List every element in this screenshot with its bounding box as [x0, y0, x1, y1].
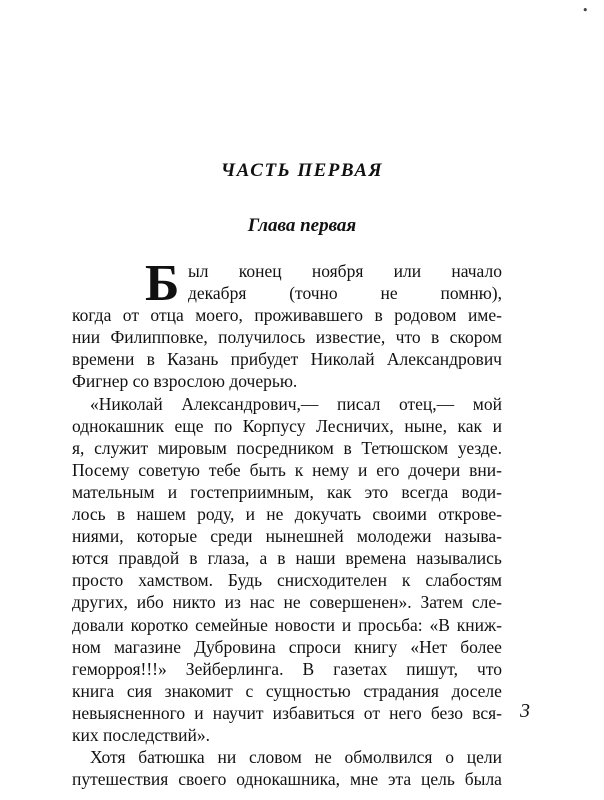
- text-line: [72, 503, 502, 525]
- word: слабостям: [425, 570, 502, 591]
- word: помню),: [440, 283, 502, 304]
- word: прибудет: [230, 349, 299, 370]
- text-line: [72, 415, 502, 437]
- word: мне: [349, 769, 379, 790]
- word: в: [146, 349, 155, 370]
- word: быть: [249, 459, 286, 480]
- word: по: [214, 415, 233, 436]
- word: получилось: [218, 327, 306, 348]
- word: моего,: [195, 305, 243, 326]
- word: не: [380, 283, 398, 304]
- word: книж-: [456, 614, 502, 635]
- word: отец,—: [399, 393, 455, 414]
- word: Филипповке,: [110, 327, 208, 348]
- text-line: [72, 260, 502, 282]
- text-line: [72, 393, 502, 415]
- word: и: [492, 415, 502, 436]
- word: Корпусу: [242, 415, 306, 436]
- word: как: [457, 415, 483, 436]
- word: безо: [430, 702, 464, 723]
- word: нии: [72, 327, 101, 348]
- word: отца: [150, 305, 184, 326]
- text-line: [72, 636, 502, 658]
- word: нашем: [136, 504, 186, 525]
- word: глаза,: [207, 548, 250, 569]
- word: пишут,: [406, 658, 458, 679]
- word: мой: [472, 393, 502, 414]
- word: страдания: [363, 680, 439, 701]
- word: книгу: [354, 636, 398, 657]
- word: или: [393, 261, 422, 281]
- word: ном: [72, 636, 101, 657]
- word: с: [245, 680, 254, 701]
- word: просто: [72, 570, 124, 591]
- word: гостеприимным,: [190, 481, 314, 502]
- word: в: [430, 327, 440, 348]
- word: конец: [238, 261, 282, 281]
- corner-mark: •: [582, 4, 589, 17]
- word: к: [401, 570, 411, 591]
- word: ныне,: [404, 415, 447, 436]
- word: геморроя!!!»: [72, 658, 167, 679]
- text-line: [72, 326, 502, 348]
- word: «Нет: [410, 636, 448, 657]
- text-line: ких последствий».: [72, 724, 211, 745]
- word: просьба:: [358, 614, 423, 635]
- text-line: [72, 459, 502, 481]
- word: однокашник: [72, 415, 164, 436]
- word: еще: [174, 415, 204, 436]
- word: писал: [337, 393, 381, 414]
- word: батюшка: [138, 747, 205, 768]
- word: тебе: [208, 459, 241, 480]
- word: когда: [72, 305, 112, 326]
- word: Затем: [420, 592, 464, 613]
- text-line: [72, 680, 502, 702]
- word: которые: [136, 526, 198, 547]
- word: Дубровина: [194, 636, 276, 657]
- word: избавиться: [272, 702, 355, 723]
- word: цель: [421, 769, 455, 790]
- word: проживавшего: [254, 305, 364, 326]
- word: Николай: [310, 349, 375, 370]
- word: нынешней: [265, 526, 344, 547]
- word: обмолвился: [344, 747, 433, 768]
- word: ни: [217, 747, 237, 768]
- word: путешествия: [72, 769, 169, 790]
- chapter-title: Глава первая: [247, 215, 357, 236]
- word: наши: [295, 548, 336, 569]
- word: води-: [461, 481, 502, 502]
- word: газетах: [333, 658, 388, 679]
- word: времени: [72, 349, 135, 370]
- word: Александрович: [386, 349, 502, 370]
- word: начало: [451, 261, 502, 281]
- word: лось: [72, 504, 106, 525]
- word: ноября: [311, 261, 364, 281]
- word: Казань: [167, 349, 219, 370]
- word: назывались: [416, 548, 502, 569]
- word: сия: [126, 680, 153, 701]
- word: от: [363, 702, 380, 723]
- word: снисходителен: [277, 570, 387, 591]
- word: довали: [72, 614, 124, 635]
- word: докучать: [294, 504, 362, 525]
- text-line: [72, 304, 502, 326]
- page-number: 3: [520, 700, 530, 722]
- word: всегда: [401, 481, 449, 502]
- word: хамством.: [138, 570, 213, 591]
- text-line: [72, 547, 502, 569]
- text-line: [72, 591, 502, 613]
- word: декабря: [188, 283, 247, 304]
- word: и: [245, 504, 256, 525]
- text-line: [72, 702, 502, 724]
- word: и: [357, 459, 368, 480]
- word: посредником: [236, 437, 334, 458]
- word: среди: [210, 526, 253, 547]
- word: новости: [274, 614, 335, 635]
- word: магазине: [113, 636, 182, 657]
- part-title: ЧАСТЬ ПЕРВАЯ: [220, 160, 384, 181]
- word: сле-: [471, 592, 502, 613]
- word: его: [376, 459, 400, 480]
- word: я,: [72, 437, 85, 458]
- text-line: [72, 746, 502, 768]
- text-line: [72, 525, 502, 547]
- word: семейные: [195, 614, 268, 635]
- word: в: [374, 305, 383, 326]
- word: мательным: [72, 481, 155, 502]
- word: коротко: [130, 614, 189, 635]
- word: Хотя: [90, 747, 126, 768]
- word: в: [116, 504, 126, 525]
- word: правдой: [118, 548, 180, 569]
- word: о: [445, 747, 454, 768]
- word: роду,: [197, 504, 235, 525]
- word: словом: [248, 747, 302, 768]
- word: доселе: [451, 680, 502, 701]
- word: мировым: [157, 437, 227, 458]
- word: что: [477, 658, 502, 679]
- text-line: [72, 569, 502, 591]
- word: молодежи: [356, 526, 432, 547]
- word: знакомит: [164, 680, 233, 701]
- word: вся-: [472, 702, 502, 723]
- word: нас: [249, 592, 275, 613]
- word: в: [189, 548, 198, 569]
- word: цели: [466, 747, 502, 768]
- word: открове-: [438, 504, 502, 525]
- text-line: [72, 658, 502, 680]
- word: ибо: [136, 592, 164, 613]
- word: называ-: [444, 526, 502, 547]
- word: Будь: [227, 570, 263, 591]
- text-line: [72, 348, 502, 370]
- word: уезде.: [457, 437, 502, 458]
- word: была: [464, 769, 502, 790]
- word: скором: [449, 327, 502, 348]
- word: книга: [72, 680, 115, 701]
- word: не: [283, 592, 301, 613]
- text-line: [72, 768, 502, 790]
- word: спроси: [288, 636, 341, 657]
- word: из: [224, 592, 241, 613]
- word: Александрович,—: [181, 393, 319, 414]
- word: от: [122, 305, 139, 326]
- word: и: [167, 481, 178, 502]
- word: родовом: [394, 305, 457, 326]
- word: времена: [345, 548, 407, 569]
- word: ниями,: [72, 526, 124, 547]
- word: име-: [467, 305, 502, 326]
- text-line: [72, 481, 502, 503]
- body-text: [72, 255, 502, 790]
- text-line: [72, 437, 502, 459]
- drop-cap: Б: [145, 255, 180, 312]
- word: научит: [212, 702, 264, 723]
- word: не: [266, 504, 284, 525]
- word: что: [395, 327, 421, 348]
- word: и: [194, 702, 204, 723]
- word: в: [277, 548, 286, 569]
- word: ются: [72, 548, 109, 569]
- word: Лесничих,: [316, 415, 394, 436]
- word: вни-: [469, 459, 502, 480]
- word: ыл: [188, 261, 209, 281]
- word: него: [389, 702, 422, 723]
- text-line: [72, 614, 502, 636]
- word: к: [294, 459, 304, 480]
- word: это: [364, 481, 389, 502]
- word: служит: [94, 437, 149, 458]
- text-line: [72, 282, 502, 304]
- word: не: [314, 747, 332, 768]
- word: Тетюшском: [361, 437, 449, 458]
- word: никто: [172, 592, 216, 613]
- word: известие,: [315, 327, 386, 348]
- word: Зейберлинга.: [185, 658, 284, 679]
- word: более: [460, 636, 502, 657]
- word: сущностью: [265, 680, 351, 701]
- word: Посему: [72, 459, 130, 480]
- word: однокашника,: [236, 769, 341, 790]
- word: и: [341, 614, 352, 635]
- word: советую: [138, 459, 200, 480]
- word: эта: [388, 769, 412, 790]
- word: нему: [312, 459, 350, 480]
- word: В: [302, 658, 315, 679]
- word: невыясненного: [72, 702, 186, 723]
- word: своими: [372, 504, 427, 525]
- word: дочери: [408, 459, 461, 480]
- word: а: [259, 548, 268, 569]
- word: совершенен».: [309, 592, 412, 613]
- word: (точно: [289, 283, 338, 304]
- text-line: Фигнер со взрослою дочерью.: [72, 371, 298, 392]
- word: в: [343, 437, 352, 458]
- word: как: [326, 481, 352, 502]
- word: своего: [178, 769, 227, 790]
- word: других,: [72, 592, 128, 613]
- word: «Николай: [90, 393, 163, 414]
- word: «В: [429, 614, 450, 635]
